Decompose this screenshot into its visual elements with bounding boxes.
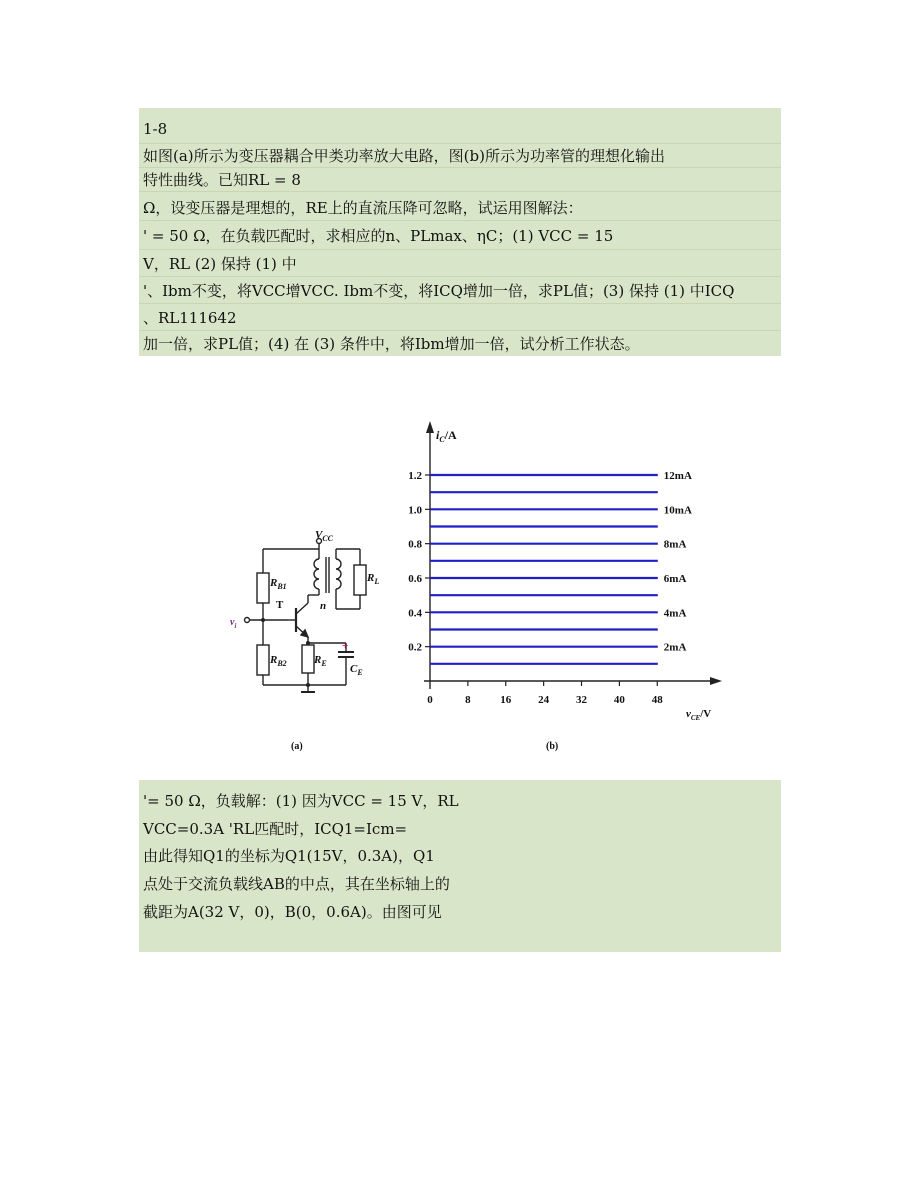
rb2-label: $R_{B2}$ (270, 654, 287, 668)
circuit-diagram (245, 539, 367, 693)
row-divider (139, 249, 781, 250)
ce-plus-sign: + (342, 640, 349, 652)
y-tick-label: 0.6 (408, 573, 422, 585)
x-tick-label: 8 (465, 694, 471, 706)
turns-label: n (320, 600, 327, 612)
problem-line: 、RL111642 (143, 309, 237, 327)
y-tick-label: 1.0 (408, 504, 422, 517)
junction-dot (306, 683, 310, 687)
rl-label: $R_L$ (367, 572, 380, 586)
problem-line: ' = 50 Ω，在负载匹配时，求相应的n、PLmax、ηC；(1) VCC = 15 (143, 227, 614, 245)
y-tick-label: 1.2 (408, 470, 422, 482)
y-axis-label: $i_C/A$ (436, 428, 457, 444)
row-divider (139, 220, 781, 221)
vi-terminal (245, 618, 250, 623)
x-tick-label: 40 (613, 694, 625, 706)
caption-b: (b) (546, 741, 559, 752)
y-tick-label: 0.4 (408, 607, 422, 620)
solution-line: VCC=0.3A 'RL匹配时，ICQ1=Icm= (143, 820, 408, 838)
problem-line: 1-8 (143, 120, 168, 138)
series-label: 6mA (663, 573, 687, 585)
figure (188, 387, 732, 780)
x-tick-label: 24 (538, 694, 550, 706)
rl-resistor (354, 565, 366, 595)
problem-line: V，RL (2) 保持 (1) 中 (143, 255, 297, 273)
problem-line: 特性曲线。已知RL = 8 (143, 171, 301, 189)
problem-line: 加一倍，求PL值；(4) 在 (3) 条件中，将Ibm增加一倍，试分析工作状态。 (143, 335, 640, 353)
output-characteristic-chart (408, 421, 722, 752)
x-tick-label: 16 (500, 694, 512, 706)
ce-label: $C_E$ (350, 663, 363, 677)
solution-line: 截距为A(32 V，0)，B(0，0.6A)。由图可见 (143, 903, 442, 921)
row-divider (139, 167, 781, 168)
x-axis-label: $v_{CE}/V$ (686, 708, 712, 722)
rb1-resistor (257, 573, 269, 603)
vi-label: $v_i$ (230, 617, 237, 630)
rb2-resistor (257, 645, 269, 675)
row-divider (139, 303, 781, 304)
row-divider (139, 143, 781, 144)
secondary-winding (336, 559, 341, 589)
x-tick-label: 0 (427, 694, 433, 706)
x-tick-label: 48 (651, 694, 663, 706)
problem-line: '、Ibm不变，将VCC增VCC. Ibm不变，将ICQ增加一倍，求PL值；(3) 保持 (1) 中ICQ (143, 282, 735, 300)
row-divider (139, 276, 781, 277)
solution-line: 点处于交流负载线AB的中点，其在坐标轴上的 (143, 875, 450, 893)
y-axis-arrow (426, 421, 434, 433)
figure-svg (188, 387, 732, 780)
series-label: 2mA (663, 641, 687, 654)
junction-dot (306, 641, 310, 645)
transistor-collector (296, 603, 308, 614)
rb1-label: $R_{B1}$ (270, 577, 287, 591)
series-label: 4mA (663, 607, 687, 620)
transistor-label: T (276, 599, 284, 611)
row-divider (139, 191, 781, 192)
x-axis-arrow (710, 677, 722, 685)
re-resistor (302, 645, 314, 673)
solution-line: 由此得知Q1的坐标为Q1(15V，0.3A)，Q1 (143, 847, 435, 865)
caption-a: (a) (291, 741, 303, 752)
problem-line: Ω，设变压器是理想的，RE上的直流压降可忽略，试运用图解法： (143, 199, 583, 217)
series-label: 10mA (663, 504, 692, 517)
y-tick-label: 0.2 (408, 641, 422, 654)
y-tick-label: 0.8 (408, 538, 422, 551)
vcc-label: $V_{CC}$ (315, 529, 334, 543)
re-label: $R_E$ (314, 654, 327, 668)
junction-dot (261, 618, 265, 622)
primary-winding (314, 559, 319, 589)
series-label: 8mA (663, 538, 687, 551)
x-tick-label: 32 (576, 694, 588, 706)
row-divider (139, 330, 781, 331)
series-label: 12mA (663, 470, 692, 482)
solution-line: '= 50 Ω，负载解：(1) 因为VCC = 15 V，RL (143, 792, 459, 810)
problem-line: 如图(a)所示为变压器耦合甲类功率放大电路，图(b)所示为功率管的理想化输出 (143, 147, 665, 165)
